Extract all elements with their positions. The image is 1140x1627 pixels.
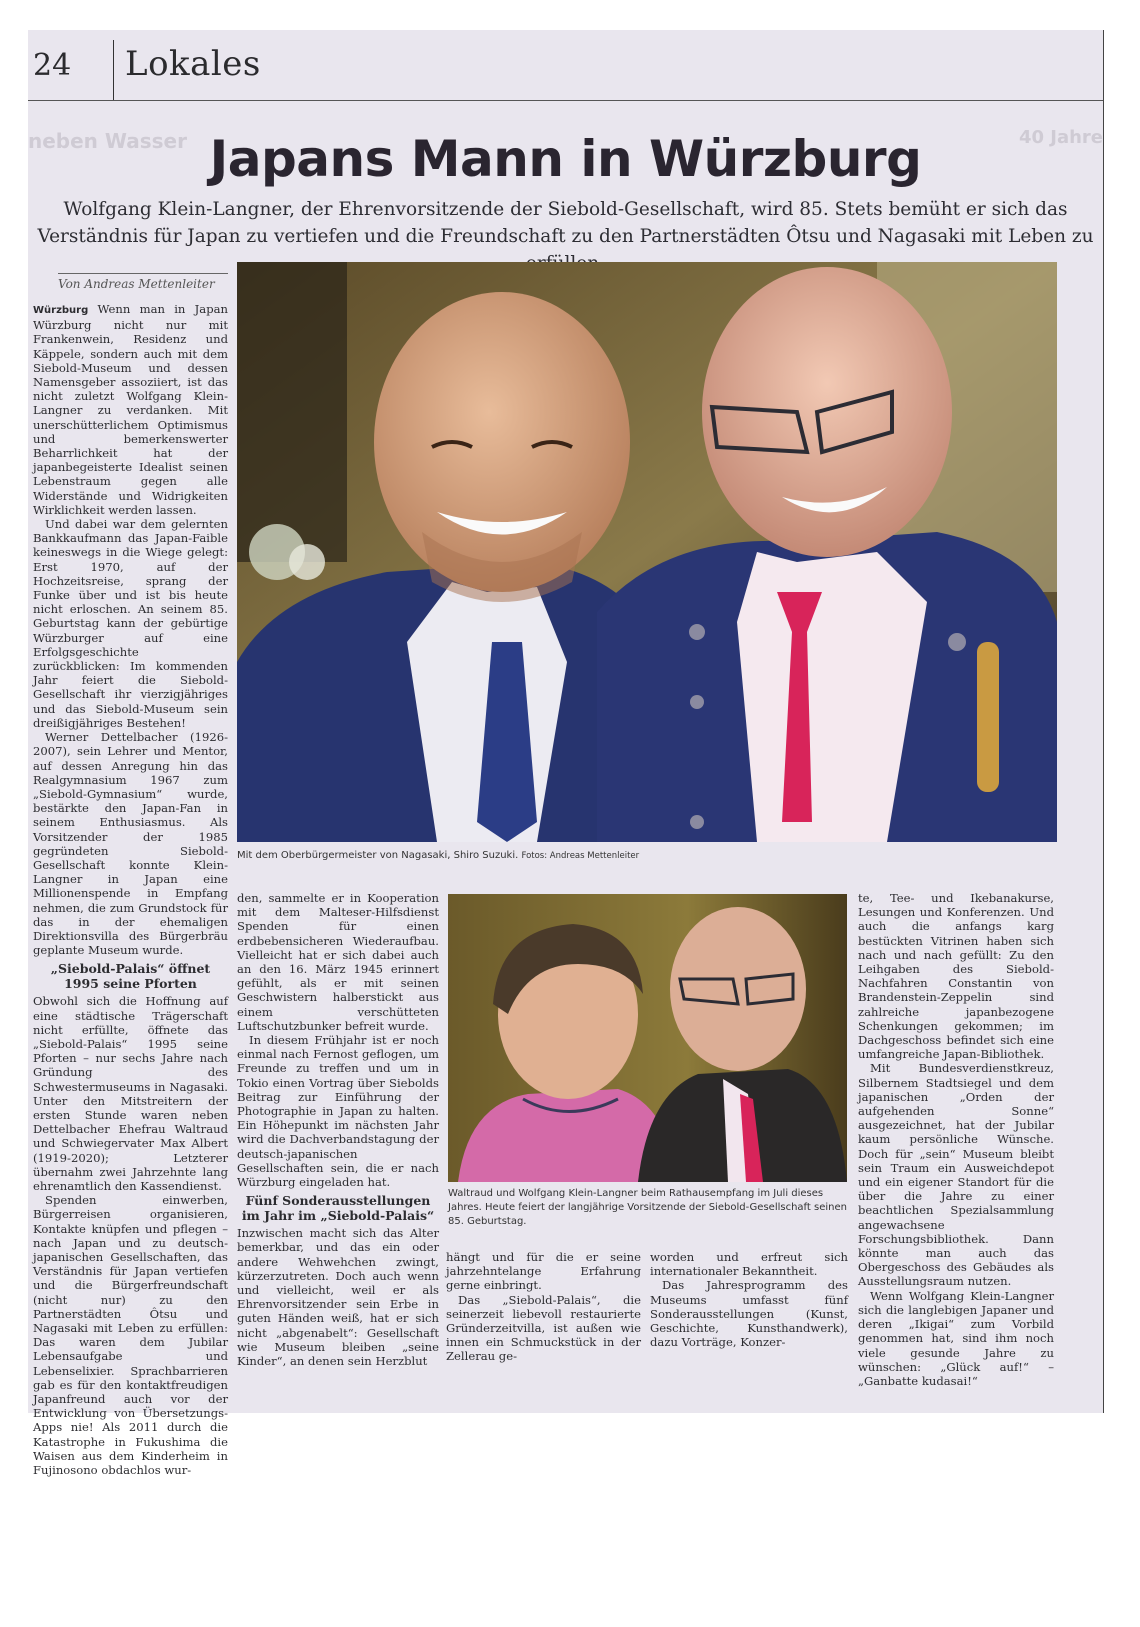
header-rule [28,100,1103,101]
paragraph: hängt und für die er seine jahrzehntelange Erfahrung gerne einbringt. [446,1250,641,1293]
paragraph: Wenn Wolfgang Klein-Langner sich die langlebigen Japaner und deren „Ikigai“ zum Vorbild genommen hat, sind ihm noch viele gesunde Jahre zu wünschen: „Glück auf!“ – „Ganbatte kudasai!“ [858,1288,1054,1388]
byline-rule [58,273,228,274]
paragraph: Das Jahresprogramm des Museums umfasst fünf Sonderausstellungen (Kunst, Geschichte, Kunsthandwerk), dazu Vorträge, Konzer- [650,1278,848,1350]
column-5 [858,891,1054,1388]
paragraph: Das „Siebold-Palais“, die seinerzeit liebevoll restaurierte Gründerzeitvilla, ist außen wie innen ein Schmuckstück in der Zellerau ge- [446,1292,641,1364]
paragraph: Spenden einwerben, Bürgerreisen organisieren, Kontakte knüpfen und pflegen – nach Japan und zu deutsch-japanischen Gesellschaften, das Verständnis für Japan vertiefen und die Bürgerfreundschaft (nicht nur) zu den Partnerstädten Ôtsu und Nagasaki mit Leben zu erfüllen: Das waren dem Jubilar Lebensaufgabe und Lebenselixier. Sprachbarrieren gab es für den kontaktfreudigen Japanfreund auch vor der Entwicklung von Übersetzungs-Apps nie! Als 2011 durch die Katastrophe in Fukushima die Waisen aus dem Kinderheim in Fujinosono obdachlos wur- [33,1193,228,1478]
photo-mayor-and-klein-langner [237,262,1057,842]
bleed-through-text-left: neben Wasser [28,129,187,153]
photo2-caption: Waltraud und Wolfgang Klein-Langner beim Rathausempfang im Juli dieses Jahres. Heute feiert der langjährige Vorsitzende der Siebold-Gesellschaft seinen 85. Geburtstag. [448,1188,847,1227]
photo-klein-langner-couple [448,894,847,1182]
paragraph: Und dabei war dem gelernten Bankkaufmann das Japan-Faible keineswegs in die Wiege gelegt: Erst 1970, auf der Hochzeitsreise, sprang der Funke über und ist bis heute nicht erloschen. An seinem 85. Geburtstag kann der gebürtige Würzburger auf eine Erfolgsgeschichte zurückblicken: Im kommenden Jahr feiert die Siebold-Gesellschaft ihr vierzigjähriges und das Siebold-Museum sein dreißigjähriges Bestehen! [33,517,228,730]
paragraph: Werner Dettelbacher (1926-2007), sein Lehrer und Mentor, auf dessen Anregung hin das Realgymnasium 1967 zum „Siebold-Gymnasium“ wurde, bestärkte den Japan-Fan in seinem Enthusiasmus. Als Vorsitzender der 1985 gegründeten Siebold-Gesellschaft konnte Klein-Langner in Japan eine Millionenspende in Empfang nehmen, die zum Grundstock für das in der ehemaligen Direktionsvilla des Bürgerbräu geplante Museum wurde. [33,730,228,958]
header-divider [113,40,114,100]
page-number: 24 [33,48,72,83]
paragraph: worden und erfreut sich internationaler Bekanntheit. [650,1250,848,1279]
deck-text: Wolfgang Klein-Langner, der Ehrenvorsitzende der Siebold-Gesellschaft, wird 85. Stets bemüht er sich das Verständnis für Japan zu vertiefen und die Freundschaft zu den Partnerstädten Ôtsu und Nagasaki mit Leben zu [37,199,1094,247]
photo1-caption [237,849,1057,863]
column-3 [446,1250,641,1364]
photo2-illustration [448,894,847,1182]
caption-text: Mit dem Oberbürgermeister von Nagasaki, Shiro Suzuki. [237,850,519,861]
newspaper-page [28,30,1103,1478]
photo-credit: Fotos: Andreas Mettenleiter [521,851,640,861]
section-title: Lokales [125,44,261,84]
subheading: Fünf Sonderausstellungen im Jahr im „Siebold-Palais“ [241,1193,435,1224]
page-edge-line [1103,30,1104,1413]
paragraph: den, sammelte er in Kooperation mit dem Malteser-Hilfsdienst Spenden für einen erdbebensicheren Wiederaufbau. Vielleicht hat er sich dabei auch an den 16. März 1945 erinnert gefühlt, als er mit seinen Geschwistern halberstickt aus einem verschütteten Luftschutzbunker befreit wurde. [237,891,439,1033]
dateline: Würzburg [33,305,89,316]
paragraph: Inzwischen macht sich das Alter bemerkbar, und das ein oder andere Wehwehchen zwingt, kürzerzutreten. Doch auch wenn und vielleicht, weil er als Ehrenvorsitzender sein Erbe in guten Händen weiß, hat er sich nicht „abgenabelt“: Gesellschaft wie Museum bleiben „seine Kinder“, an denen sein Herzblut [237,1226,439,1369]
paragraph: In diesem Frühjahr ist er noch einmal nach Fernost geflogen, um Freunde zu treffen und um in Tokio einen Vortrag über Siebolds Beitrag zur Einführung der Photographie in Japan zu halten. Ein Höhepunkt im nächsten Jahr wird die Dachverbandstagung der deutsch-japanischen Gesellschaften sein, die er nach Würzburg eingeladen hat. [237,1033,439,1190]
paragraph: Würzburg Wenn man in Japan Würzburg nicht nur mit Frankenwein, Residenz und Käppele, sondern auch mit dem Siebold-Museum und dessen Namensgeber assoziiert, ist das nicht zuletzt Wolfgang Klein-Langner zu verdanken. Mit unerschütterlichem Optimismus und bemerkenswerter Beharrlichkeit hat der japanbegeisterte Idealist seinen Lebenstraum gegen alle Widerstände und Widrigkeiten Wirklichkeit werden lassen. [33,302,228,517]
column-1 [33,302,228,1477]
paragraph: te, Tee- und Ikebanakurse, Lesungen und Konferenzen. Und auch die anfangs karg bestückten Vitrinen haben sich nach und nach gefüllt: Zu den Leihgaben des Siebold-Nachfahren Constantin von Brandenstein-Zeppelin sind zahlreiche japanbezogene Schenkungen gekommen; im Dachgeschoss befindet sich eine umfangreiche Japan-Bibliothek. [858,891,1054,1062]
byline: Von Andreas Mettenleiter [58,277,215,291]
subheading: „Siebold-Palais“ öffnet 1995 seine Pforten [50,961,211,992]
paragraph: Mit Bundesverdienstkreuz, Silbernem Stadtsiegel und dem japanischen „Orden der aufgehenden Sonne“ ausgezeichnet, hat der Jubilar kaum persönliche Wünsche. Doch für „sein“ Museum bleibt sein Traum ein Ausweichdepot und ein eigener Standort für die über die Jahre zu einer beachtlichen Spezialsammlung angewachsene Forschungsbibliothek. Dann könnte man auch das Obergeschoss des Gebäudes als Ausstellungsraum nutzen. [858,1061,1054,1289]
photo1-illustration [237,262,1057,842]
column-2 [237,891,439,1368]
headline: Japans Mann in Würzburg [209,130,922,188]
bleed-through-text-right: 40 Jahre [1018,127,1103,148]
column-4 [650,1250,848,1349]
paragraph: Obwohl sich die Hoffnung auf eine städtische Trägerschaft nicht erfüllte, öffnete das „Siebold-Palais“ 1995 seine Pforten – nur sechs Jahre nach Gründung des Schwestermuseums in Nagasaki. Unter den Mitstreitern der ersten Stunde waren neben Dettelbacher Ehefrau Waltraud und Schwiegervater Max Albert (1919-2020); Letzterer übernahm zwei Jahrzehnte lang ehrenamtlich den Kassendienst. [33,994,228,1193]
